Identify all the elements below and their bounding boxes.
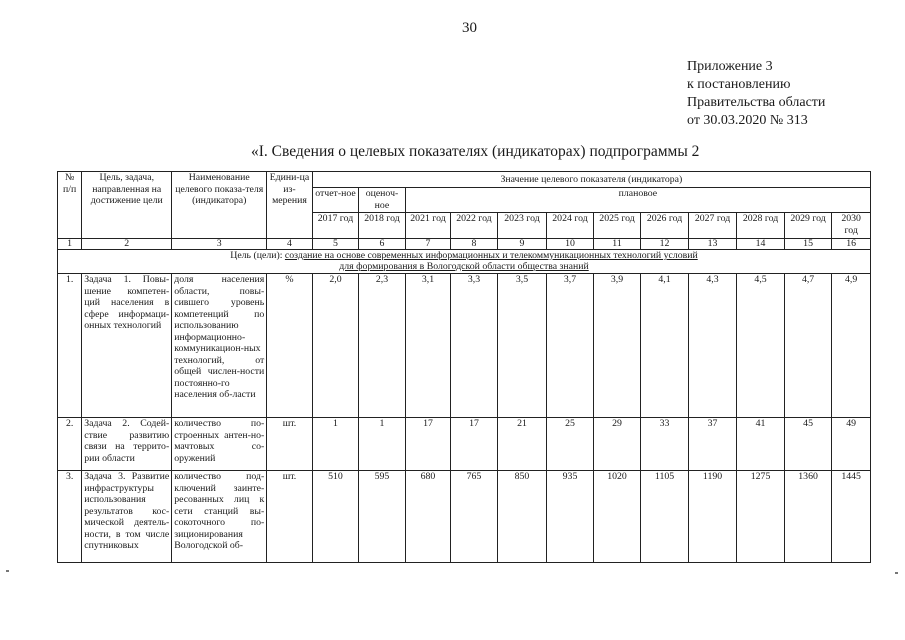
value-cell: 595 — [359, 471, 406, 563]
year-header: 2024 год — [547, 213, 594, 239]
task-cell: Задача 2. Содей-ствие развитию связи на террито-рии области — [82, 418, 172, 471]
header-unit: Едини-ца из-мерения — [267, 172, 312, 239]
appendix-line-3: Правительства области — [687, 95, 826, 110]
scan-mark — [6, 570, 9, 572]
year-header: 2018 год — [359, 213, 406, 239]
value-cell: 4,9 — [832, 274, 871, 418]
value-cell: 4,1 — [641, 274, 689, 418]
value-cell: 21 — [497, 418, 547, 471]
value-cell: 1105 — [641, 471, 689, 563]
column-index: 14 — [737, 239, 785, 250]
value-cell: 850 — [497, 471, 547, 563]
value-cell: 1445 — [832, 471, 871, 563]
value-cell: 3,1 — [405, 274, 450, 418]
value-cell: 4,3 — [688, 274, 737, 418]
scan-mark — [895, 572, 898, 574]
column-index: 15 — [784, 239, 832, 250]
value-cell: 4,7 — [784, 274, 832, 418]
column-index: 8 — [451, 239, 498, 250]
value-cell: 765 — [451, 471, 498, 563]
indicator-cell: количество по-строенных антен-но-мачтовых со-оружений — [172, 418, 267, 471]
value-cell: 29 — [593, 418, 641, 471]
value-cell: 17 — [451, 418, 498, 471]
page-number: 30 — [462, 20, 477, 36]
row-number: 2. — [58, 418, 82, 471]
column-index: 12 — [641, 239, 689, 250]
value-cell: 1 — [312, 418, 359, 471]
value-cell: 1275 — [737, 471, 785, 563]
column-index: 7 — [405, 239, 450, 250]
section-title: «I. Сведения о целевых показателях (индикаторах) подпрограммы 2 — [251, 143, 700, 160]
indicator-cell: количество под-ключений заинте-ресованных лиц к сети станций вы-сокоточного по-зиционирования Вологодской об- — [172, 471, 267, 563]
column-index: 16 — [832, 239, 871, 250]
column-index: 3 — [172, 239, 267, 250]
year-header: 2026 год — [641, 213, 689, 239]
value-cell: 1 — [359, 418, 406, 471]
value-cell: 17 — [405, 418, 450, 471]
value-cell: 680 — [405, 471, 450, 563]
indicator-cell: доля населения области, повы-сившего уровень компетенций по использованию информационно-коммуникацион-ных технологий, от общей числен-ности постоянно-го населения об-ласти — [172, 274, 267, 418]
column-index: 5 — [312, 239, 359, 250]
row-number: 3. — [58, 471, 82, 563]
header-goal: Цель, задача, направленная на достижение цели — [82, 172, 172, 239]
year-header: 2029 год — [784, 213, 832, 239]
column-index: 13 — [688, 239, 737, 250]
appendix-line-4: от 30.03.2020 № 313 — [687, 113, 808, 128]
value-cell: 45 — [784, 418, 832, 471]
value-cell: 2,3 — [359, 274, 406, 418]
column-index: 4 — [267, 239, 312, 250]
goal-prefix: Цель (цели): — [230, 250, 285, 261]
year-header: 2025 год — [593, 213, 641, 239]
column-index: 6 — [359, 239, 406, 250]
year-header: 2027 год — [688, 213, 737, 239]
year-header: 2017 год — [312, 213, 359, 239]
indicators-table — [57, 171, 871, 563]
appendix-line-1: Приложение 3 — [687, 59, 773, 74]
value-cell: 1360 — [784, 471, 832, 563]
year-header: 2021 год — [405, 213, 450, 239]
value-cell: 935 — [547, 471, 594, 563]
header-estimate: оценоч-ное — [359, 188, 406, 213]
value-cell: 3,5 — [497, 274, 547, 418]
goal-text-1: создание на основе современных информационных и телекоммуникационных технологий условий — [284, 250, 698, 261]
value-cell: 1020 — [593, 471, 641, 563]
value-cell: 2,0 — [312, 274, 359, 418]
task-cell: Задача 3. Развитие инфраструктуры использования результатов кос-мической деятель-ности, в том числе спутниковых — [82, 471, 172, 563]
value-cell: 33 — [641, 418, 689, 471]
header-num: № п/п — [58, 172, 82, 239]
header-indicator: Наименование целевого показа-теля (индикатора) — [172, 172, 267, 239]
column-index: 9 — [497, 239, 547, 250]
column-index: 11 — [593, 239, 641, 250]
appendix-line-2: к постановлению — [687, 77, 791, 92]
year-header: 2023 год — [497, 213, 547, 239]
value-cell: 4,5 — [737, 274, 785, 418]
value-cell: 3,9 — [593, 274, 641, 418]
value-cell: 1190 — [688, 471, 737, 563]
value-cell: 25 — [547, 418, 594, 471]
column-index: 2 — [82, 239, 172, 250]
value-cell: 510 — [312, 471, 359, 563]
column-index: 1 — [58, 239, 82, 250]
unit-cell: шт. — [267, 471, 312, 563]
value-cell: 3,7 — [547, 274, 594, 418]
value-cell: 41 — [737, 418, 785, 471]
value-cell: 49 — [832, 418, 871, 471]
year-header: 2028 год — [737, 213, 785, 239]
header-value: Значение целевого показателя (индикатора) — [312, 172, 870, 188]
column-index: 10 — [547, 239, 594, 250]
goal-row — [58, 250, 871, 274]
unit-cell: % — [267, 274, 312, 418]
unit-cell: шт. — [267, 418, 312, 471]
value-cell: 37 — [688, 418, 737, 471]
year-header: 2030 год — [832, 213, 871, 239]
value-cell: 3,3 — [451, 274, 498, 418]
header-planned: плановое — [405, 188, 870, 213]
header-report: отчет-ное — [312, 188, 359, 213]
appendix-block — [687, 58, 825, 130]
goal-text-2: для формирования в Вологодской области общества знаний — [339, 261, 589, 272]
year-header: 2022 год — [451, 213, 498, 239]
task-cell: Задача 1. Повы-шение компетен-ций населения в сфере информаци-онных технологий — [82, 274, 172, 418]
row-number: 1. — [58, 274, 82, 418]
